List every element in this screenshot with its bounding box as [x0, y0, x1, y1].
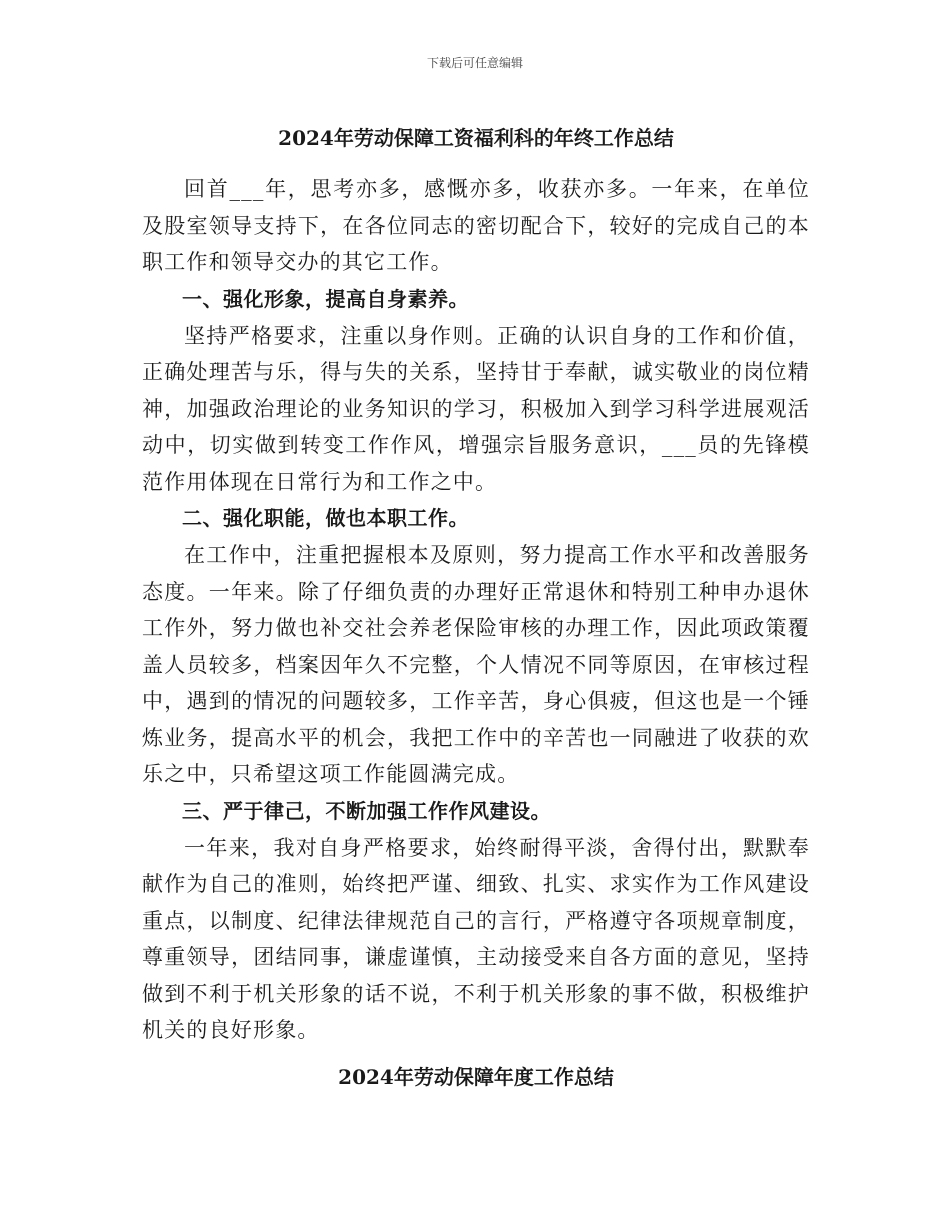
section-3-body: 一年来，我对自身严格要求，始终耐得平淡，舍得付出，默默奉献作为自己的准则，始终把严谨、细致、扎实、求实作为工作风建设重点，以制度、纪律法律规范自己的言行，严格遵守各项规章制度，尊重领导，团结同事，谦虚谨慎，主动接受来自各方面的意见，坚持做到不利于机关形象的话不说，不利于机关形象的事不做，积极维护机关的良好形象。 [142, 835, 810, 1042]
section-3-heading: 三、严于律己，不断加强工作作风建设。 [182, 798, 551, 823]
document-title: 2024年劳动保障工资福利科的年终工作总结 [278, 126, 674, 150]
section-1-body: 坚持严格要求，注重以身作则。正确的认识自身的工作和价值，正确处理苦与乐，得与失的关系，坚持甘于奉献，诚实敬业的岗位精神，加强政治理论的业务知识的学习，积极加入到学习科学进展观活动中，切实做到转变工作作风，增强宗旨服务意识，___员的先锋模范作用体现在日常行为和工作之中。 [142, 323, 810, 494]
section-1-heading: 一、强化形象，提高自身素养。 [182, 286, 469, 311]
next-document-title: 2024年劳动保障年度工作总结 [338, 1064, 614, 1089]
header-note: 下载后可任意编辑 [426, 56, 523, 70]
intro-paragraph: 回首___年，思考亦多，感慨亦多，收获亦多。一年来，在单位及股室领导支持下，在各位同志的密切配合下，较好的完成自己的本职工作和领导交办的其它工作。 [142, 177, 810, 274]
section-2-heading: 二、强化职能，做也本职工作。 [182, 506, 469, 530]
document-content [142, 118, 810, 1095]
section-2-body: 在工作中，注重把握根本及原则，努力提高工作水平和改善服务态度。一年来。除了仔细负责的办理好正常退休和特别工种申办退休工作外，努力做也补交社会养老保险审核的办理工作，因此项政策覆盖人员较多，档案因年久不完整，个人情况不同等原因，在审核过程中，遇到的情况的问题较多，工作辛苦，身心俱疲，但这也是一个锤炼业务，提高水平的机会，我把工作中的辛苦也一同融进了收获的欢乐之中，只希望这项工作能圆满完成。 [142, 543, 810, 786]
